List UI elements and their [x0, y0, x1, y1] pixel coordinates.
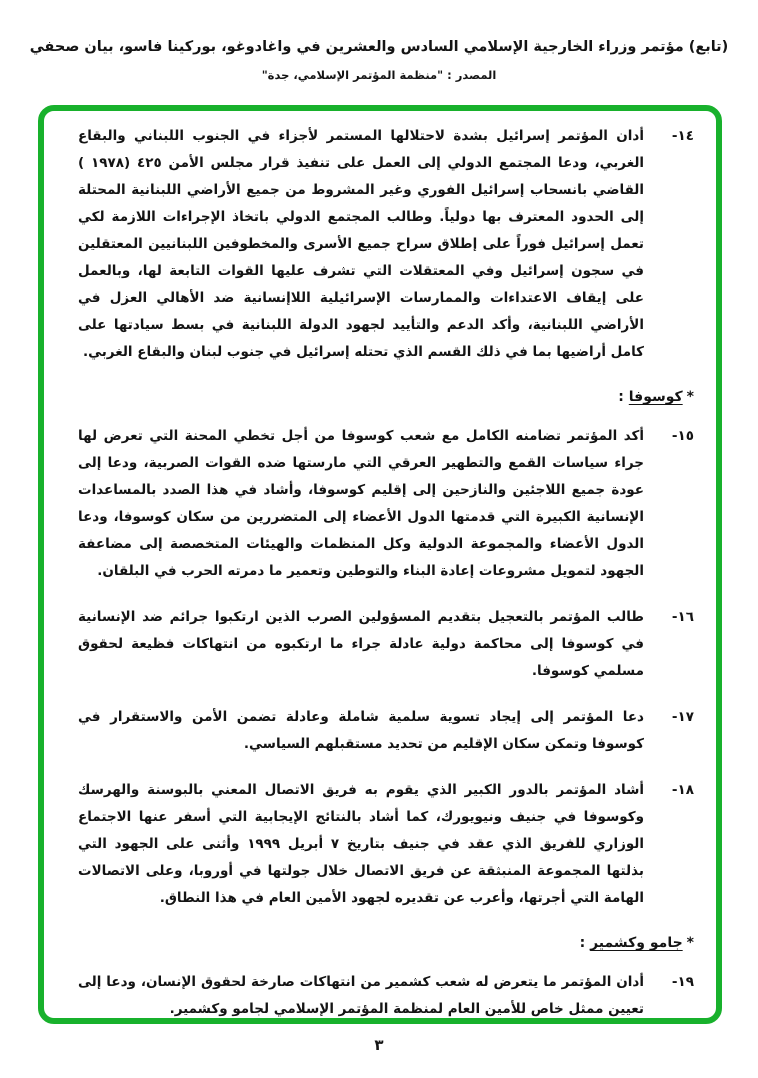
- item-text: طالب المؤتمر بالتعجيل بتقديم المسؤولين الصرب الذين ارتكبوا جرائم ضد الإنسانية في كوسوفا إلى محاكمة دولية عادلة جراء ما ارتكبوه من انتهاكات فظيعة لحقوق مسلمي كوسوفا.: [78, 609, 644, 679]
- page-number: ٣: [374, 1036, 384, 1054]
- section-title: كوسوفا: [628, 389, 683, 405]
- section-colon: :: [618, 389, 629, 405]
- asterisk-marker: *: [686, 935, 694, 951]
- document-title: (تابع) مؤتمر وزراء الخارجية الإسلامي السادس والعشرين في واغادوغو، بوركينا فاسو، بيان صحفي: [29, 39, 729, 55]
- document-body: [44, 111, 716, 1024]
- section-title: جامو وكشمير: [590, 935, 683, 951]
- list-item-17: [78, 704, 694, 758]
- item-text: دعا المؤتمر إلى إيجاد تسوية سلمية شاملة وعادلة تضمن الأمن والاستقرار في كوسوفا وتمكن سكان الإقليم من تحديد مستقبلهم السياسي.: [78, 709, 644, 752]
- item-text: أدان المؤتمر إسرائيل بشدة لاحتلالها المستمر لأجزاء في الجنوب اللبناني والبقاع الغربي، ودعا المجتمع الدولي إلى العمل على تنفيذ قرار مجلس الأمن ٤٢٥ (١٩٧٨ ) القاضي بانسحاب إسرائيل الفوري وغير المشروط من جميع الأراضي اللبنانية المحتلة إلى الحدود المعترف بها دولياً. وطالب المجتمع الدولي باتخاذ الإجراءات اللازمة لكي تعمل إسرائيل فوراً على إطلاق سراح جميع الأسرى والمخطوفين اللبنانيين المعتقلين في سجون إسرائيل وفي المعتقلات التي تشرف عليها القوات التابعة لها، وبالعمل على إيقاف الاعتداءات والممارسات الإسرائيلية اللاإنسانية ضد الأهالي العزل في الأراضي اللبنانية، وأكد الدعم والتأييد لجهود الدولة اللبنانية في بسط سيادتها على كامل أراضيها بما في ذلك القسم الذي تحتله إسرائيل في جنوب لبنان والبقاع الغربي.: [78, 128, 645, 360]
- item-text: أكد المؤتمر تضامنه الكامل مع شعب كوسوفا من أجل تخطي المحنة التي تعرض لها جراء سياسات القمع والتطهير العرقي التي مارستها ضده القوات الصربية، ودعا إلى عودة جميع اللاجئين والنازحين إلى إقليم كوسوفا، وأشاد في هذا الصدد بالمساعدات الإنسانية الكبيرة التي قدمتها الدول الأعضاء إلى المتضررين من سكان كوسوفا، ودعا الدول الأعضاء والمجموعة الدولية وكل المنظمات والهيئات المتخصصة إلى مضاعفة الجهود لتمويل مشروعات إعادة البناء والتوطين وتعمير ما دمرته الحرب في البلقان.: [78, 428, 644, 579]
- section-heading-kosova: [78, 385, 694, 409]
- list-item-16: [78, 604, 694, 685]
- section-colon: :: [579, 935, 591, 951]
- item-number: ١٨-: [671, 782, 694, 798]
- list-item-18: [78, 777, 694, 912]
- list-item-14: [78, 123, 694, 366]
- list-item-19: [78, 969, 694, 1023]
- section-heading-jammu-kashmir: [78, 931, 694, 955]
- highlight-box: [38, 105, 722, 1024]
- item-number: ١٧-: [671, 709, 694, 725]
- document-source: المصدر : "منظمة المؤتمر الإسلامي، جدة": [261, 68, 497, 82]
- item-text: أشاد المؤتمر بالدور الكبير الذي يقوم به فريق الاتصال المعني بالبوسنة والهرسك وكوسوفا في جنيف ونيويورك، كما أشاد بالنتائج الإيجابية التي أسفر عنها الاجتماع الوزاري للفريق الذي عقد في جنيف بتاريخ ٧ أبريل ١٩٩٩ وأثنى على الجهود التي بذلتها المجموعة المنبثقة عن فريق الاتصال خلال جولتها في أوروبا، وعلى الاتصالات الهامة التي أجرتها، وأعرب عن تقديره لجهود الأمين العام في هذا النطاق.: [78, 782, 645, 906]
- asterisk-marker: *: [686, 389, 694, 405]
- document-header: [0, 36, 758, 82]
- list-item-15: [78, 423, 694, 585]
- item-text: أدان المؤتمر ما يتعرض له شعب كشمير من انتهاكات صارخة لحقوق الإنسان، ودعا إلى تعيين ممثل خاص للأمين العام لمنظمة المؤتمر الإسلامي لجامو وكشمير.: [78, 974, 644, 1017]
- item-number: ١٤-: [671, 128, 694, 144]
- item-number: ١٥-: [671, 428, 694, 444]
- item-number: ١٦-: [671, 609, 694, 625]
- item-number: ١٩-: [671, 974, 694, 990]
